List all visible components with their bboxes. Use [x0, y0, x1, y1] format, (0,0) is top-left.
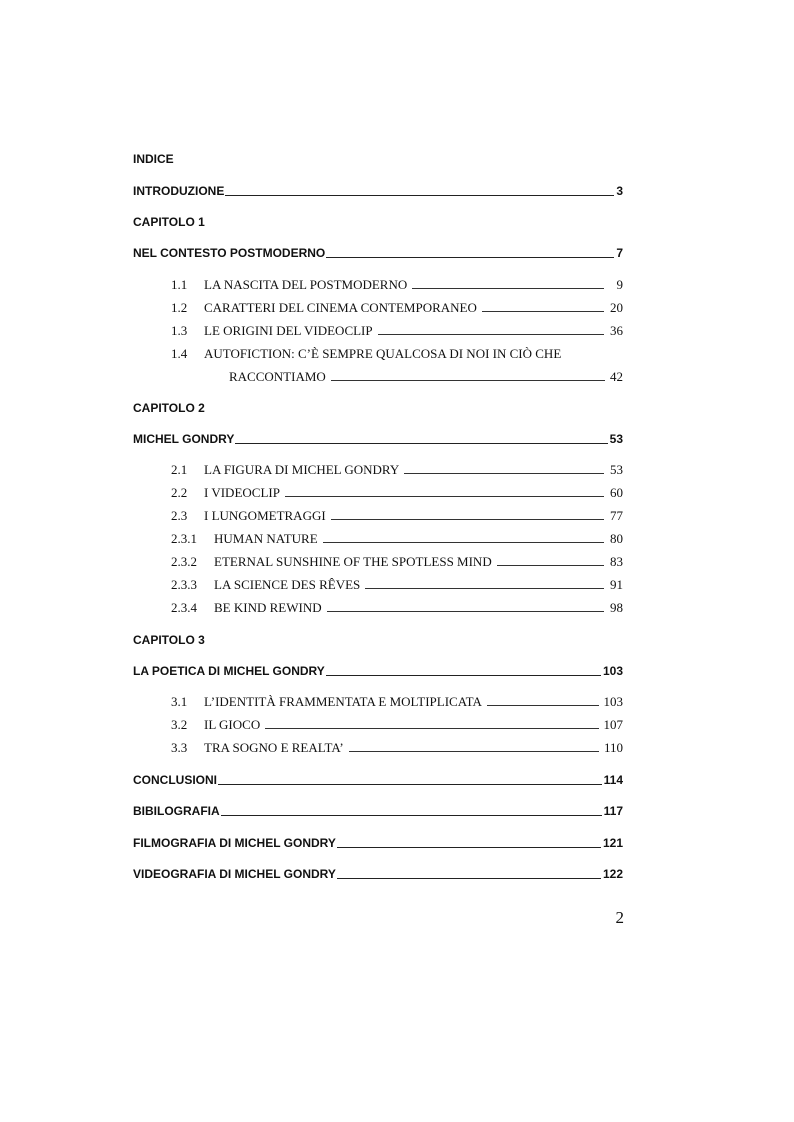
section-number: 3.3	[171, 740, 188, 755]
section-number: 2.1	[171, 462, 188, 477]
index-title: INDICE	[133, 152, 174, 166]
toc-section-1-4-continuation[interactable]	[229, 369, 623, 384]
section-title: I VIDEOCLIP	[204, 485, 280, 500]
toc-entry-title: LA POETICA DI MICHEL GONDRY	[133, 664, 325, 678]
toc-section-1-3[interactable]	[171, 323, 623, 338]
dot-leader	[337, 878, 601, 879]
dot-leader	[365, 588, 604, 589]
toc-entry-title: MICHEL GONDRY	[133, 432, 235, 446]
section-page: 98	[610, 600, 623, 615]
chapter-label: CAPITOLO 1	[133, 215, 205, 229]
section-number: 2.2	[171, 485, 188, 500]
toc-entry-page: 121	[602, 836, 623, 850]
toc-section-3-1[interactable]	[171, 694, 623, 709]
dot-leader	[225, 195, 614, 196]
toc-section-2-3-2[interactable]	[171, 554, 623, 569]
dot-leader	[487, 705, 599, 706]
toc-section-2-3-3[interactable]	[171, 577, 623, 592]
dot-leader	[221, 815, 602, 816]
toc-section-3-3[interactable]	[171, 740, 623, 755]
toc-entry-filmografia[interactable]	[133, 836, 623, 850]
toc-entry-page: 3	[616, 184, 623, 198]
dot-leader	[326, 675, 601, 676]
section-title: LA FIGURA DI MICHEL GONDRY	[204, 462, 400, 477]
section-page: 36	[610, 323, 623, 338]
toc-section-2-2[interactable]	[171, 485, 623, 500]
section-page: 20	[610, 300, 623, 315]
section-number: 3.1	[171, 694, 188, 709]
toc-entry-chapter1[interactable]	[133, 246, 623, 260]
section-title: HUMAN NATURE	[214, 531, 318, 546]
section-title: CARATTERI DEL CINEMA CONTEMPORANEO	[204, 300, 477, 315]
dot-leader	[482, 311, 604, 312]
toc-entry-page: 7	[616, 246, 623, 260]
section-title: L’IDENTITÀ FRAMMENTATA E MOLTIPLICATA	[204, 694, 482, 709]
chapter-label: CAPITOLO 2	[133, 401, 205, 415]
toc-entry-title: BIBILOGRAFIA	[133, 804, 220, 818]
section-number: 1.4	[171, 346, 188, 361]
dot-leader	[235, 443, 607, 444]
toc-entry-title: NEL CONTESTO POSTMODERNO	[133, 246, 326, 260]
toc-entry-conclusioni[interactable]	[133, 773, 623, 787]
section-page: 9	[616, 277, 623, 292]
toc-entry-page: 103	[602, 664, 623, 678]
section-title: AUTOFICTION: C’È SEMPRE QUALCOSA DI NOI IN CIÒ CHE	[204, 346, 562, 361]
section-page: 42	[610, 369, 623, 384]
page-number: 2	[615, 908, 624, 927]
section-number: 2.3.1	[171, 531, 197, 546]
section-number: 2.3.2	[171, 554, 197, 569]
section-page: 91	[610, 577, 623, 592]
toc-entry-page: 122	[602, 867, 623, 881]
dot-leader	[337, 847, 601, 848]
dot-leader	[378, 334, 604, 335]
section-page: 77	[610, 508, 623, 523]
toc-entry-title: INTRODUZIONE	[133, 184, 225, 198]
toc-section-1-2[interactable]	[171, 300, 623, 315]
section-title: BE KIND REWIND	[214, 600, 322, 615]
section-number: 1.1	[171, 277, 188, 292]
section-page: 80	[610, 531, 623, 546]
section-page: 110	[603, 740, 623, 755]
toc-section-2-3-1[interactable]	[171, 531, 623, 546]
toc-section-1-1[interactable]	[171, 277, 623, 292]
section-title: IL GIOCO	[204, 717, 261, 732]
dot-leader	[326, 257, 614, 258]
toc-section-2-3-4[interactable]	[171, 600, 623, 615]
dot-leader	[218, 784, 602, 785]
toc-entry-chapter3[interactable]	[133, 664, 623, 678]
dot-leader	[285, 496, 604, 497]
section-title: LA NASCITA DEL POSTMODERNO	[204, 277, 408, 292]
section-number: 1.2	[171, 300, 188, 315]
toc-section-1-4[interactable]	[171, 346, 623, 361]
toc-entry-page: 117	[603, 804, 623, 818]
section-page: 83	[610, 554, 623, 569]
dot-leader	[265, 728, 598, 729]
toc-entry-page: 53	[609, 432, 623, 446]
section-title: I LUNGOMETRAGGI	[204, 508, 326, 523]
section-number: 2.3.3	[171, 577, 197, 592]
toc-section-2-1[interactable]	[171, 462, 623, 477]
toc-entry-title: VIDEOGRAFIA DI MICHEL GONDRY	[133, 867, 336, 881]
section-title-continuation: RACCONTIAMO	[229, 369, 326, 384]
toc-entry-videografia[interactable]	[133, 867, 623, 881]
section-title: LA SCIENCE DES RÊVES	[214, 577, 361, 592]
toc-section-3-2[interactable]	[171, 717, 623, 732]
toc-entry-chapter2[interactable]	[133, 432, 623, 446]
section-title: TRA SOGNO E REALTA’	[204, 740, 344, 755]
section-page: 103	[603, 694, 623, 709]
dot-leader	[404, 473, 604, 474]
dot-leader	[323, 542, 604, 543]
dot-leader	[412, 288, 604, 289]
toc-entry-page: 114	[603, 773, 623, 787]
toc-section-2-3[interactable]	[171, 508, 623, 523]
section-page: 60	[610, 485, 623, 500]
section-number: 2.3.4	[171, 600, 197, 615]
dot-leader	[327, 611, 604, 612]
dot-leader	[349, 751, 599, 752]
section-title: ETERNAL SUNSHINE OF THE SPOTLESS MIND	[214, 554, 492, 569]
section-number: 2.3	[171, 508, 188, 523]
section-number: 1.3	[171, 323, 188, 338]
section-page: 107	[603, 717, 623, 732]
toc-entry-intro[interactable]	[133, 184, 623, 198]
dot-leader	[331, 380, 605, 381]
dot-leader	[331, 519, 604, 520]
toc-entry-bibliografia[interactable]	[133, 804, 623, 818]
section-number: 3.2	[171, 717, 188, 732]
section-title: LE ORIGINI DEL VIDEOCLIP	[204, 323, 373, 338]
toc-entry-title: CONCLUSIONI	[133, 773, 217, 787]
chapter-label: CAPITOLO 3	[133, 633, 205, 647]
section-page: 53	[610, 462, 623, 477]
toc-entry-title: FILMOGRAFIA DI MICHEL GONDRY	[133, 836, 336, 850]
dot-leader	[497, 565, 604, 566]
